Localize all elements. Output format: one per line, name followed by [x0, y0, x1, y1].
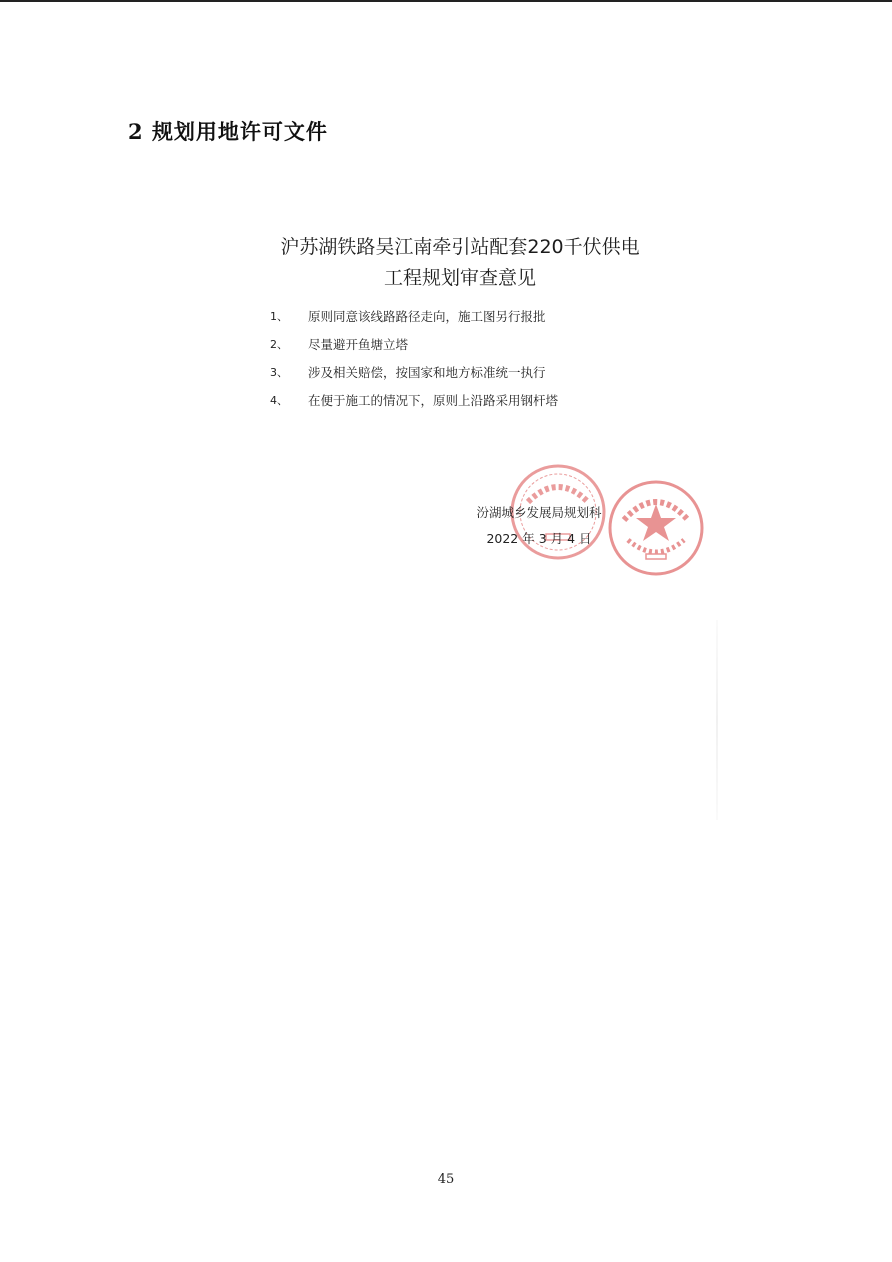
document-title-line2: 工程规划审查意见	[383, 267, 536, 289]
signer-name: 汾湖城乡发展局规划科	[476, 505, 602, 520]
opinion-list	[270, 302, 558, 414]
opinion-number: 1、	[270, 310, 288, 323]
opinion-number: 4、	[270, 394, 288, 407]
opinion-text: 尽量避开鱼塘立塔	[308, 337, 409, 352]
opinion-text: 涉及相关赔偿，按国家和地方标准统一执行	[308, 365, 546, 380]
scan-edge	[716, 620, 718, 820]
section-heading	[128, 116, 328, 146]
sign-date: 2022 年 3 月 4 日	[486, 531, 592, 546]
scanned-document	[250, 210, 720, 830]
signature-block	[474, 500, 604, 552]
page-number: 45	[437, 1172, 455, 1187]
opinion-number: 3、	[270, 366, 288, 379]
document-title-line1: 沪苏湖铁路吴江南牵引站配套220千伏供电	[280, 236, 640, 258]
opinion-number: 2、	[270, 338, 288, 351]
list-item	[270, 358, 558, 386]
opinion-text: 原则同意该线路路径走向，施工图另行报批	[308, 309, 546, 324]
opinion-text: 在便于施工的情况下，原则上沿路采用钢杆塔	[308, 393, 559, 408]
list-item	[270, 386, 558, 414]
stamp-icon	[606, 478, 706, 578]
list-item	[270, 302, 558, 330]
list-item	[270, 330, 558, 358]
top-rule	[0, 0, 892, 2]
section-title: 规划用地许可文件	[151, 119, 328, 144]
section-number: 2	[128, 119, 144, 144]
document-title	[250, 232, 670, 294]
